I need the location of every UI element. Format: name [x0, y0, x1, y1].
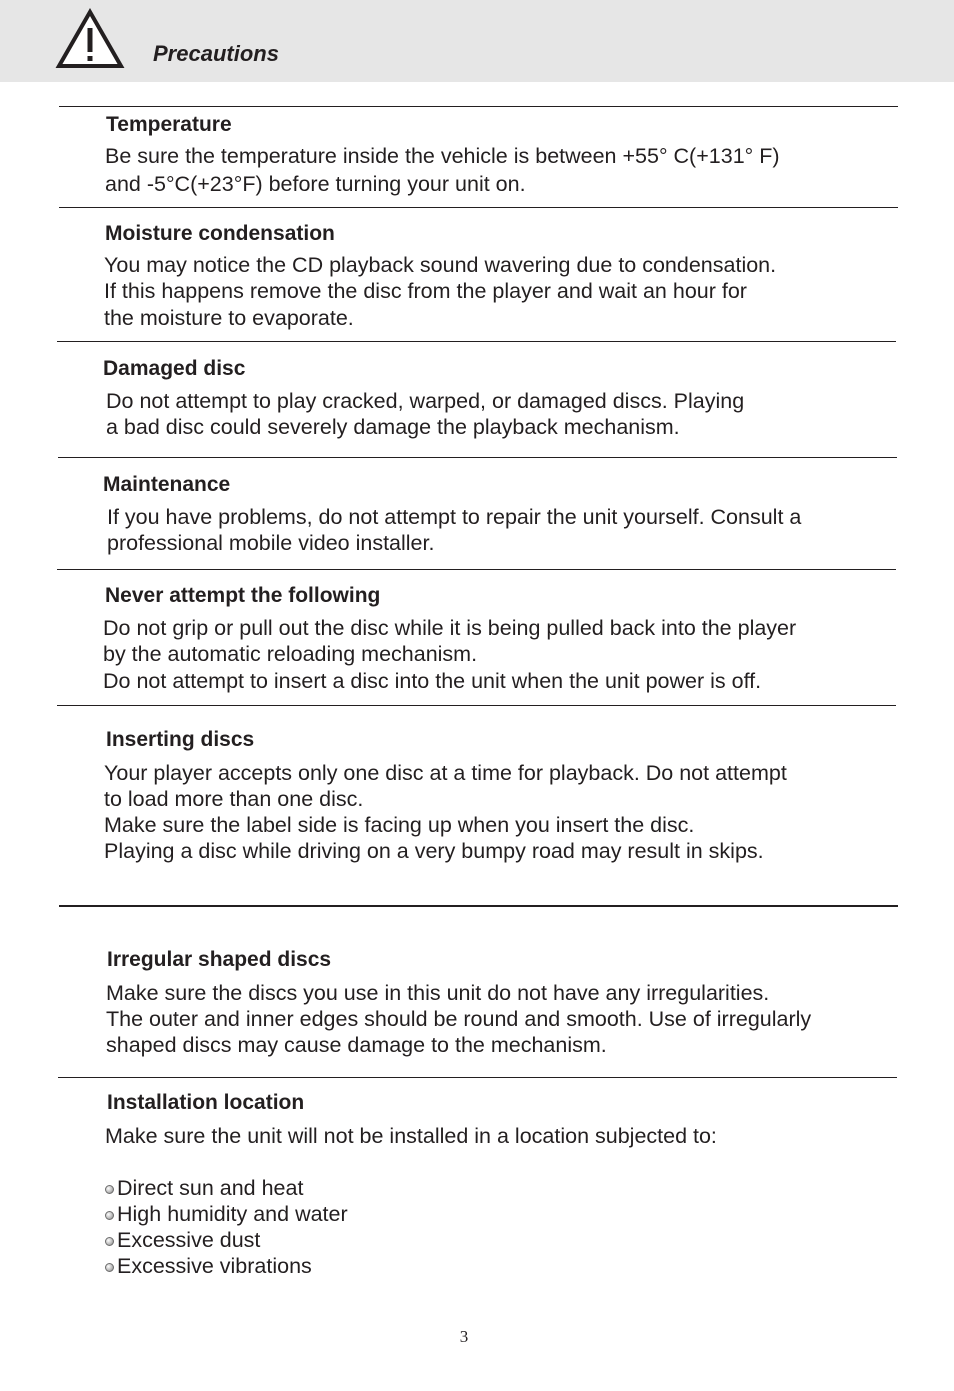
section-text: Do not grip or pull out the disc while it is being pulled back into the player [103, 616, 797, 640]
section-text: and -5°C(+23°F) before turning your unit on. [105, 172, 526, 196]
list-item: Excessive vibrations [105, 1254, 312, 1279]
section-text: to load more than one disc. [104, 787, 364, 811]
section-text: the moisture to evaporate. [104, 306, 354, 330]
section-title-moisture: Moisture condensation [105, 222, 335, 245]
page-number: 3 [459, 1327, 469, 1346]
section-divider [57, 569, 896, 570]
page-header [0, 0, 954, 82]
section-text: Do not attempt to insert a disc into the unit when the unit power is off. [103, 669, 762, 693]
bullet-icon [105, 1211, 114, 1220]
section-divider [59, 207, 898, 208]
section-title-irregular-discs: Irregular shaped discs [107, 948, 332, 971]
warning-triangle-icon [55, 8, 125, 70]
list-item: Excessive dust [105, 1228, 260, 1253]
section-divider [59, 905, 898, 907]
bullet-icon [105, 1263, 114, 1272]
section-text: Playing a disc while driving on a very bumpy road may result in skips. [104, 839, 764, 863]
bullet-icon [105, 1237, 114, 1246]
section-text: professional mobile video installer. [107, 531, 435, 555]
section-divider [59, 106, 898, 107]
section-text: shaped discs may cause damage to the mechanism. [106, 1033, 607, 1057]
section-text: Be sure the temperature inside the vehicle is between +55° C(+131° F) [105, 144, 780, 168]
section-divider [58, 1077, 897, 1078]
section-text: Make sure the label side is facing up when you insert the disc. [104, 813, 695, 837]
section-text: Your player accepts only one disc at a time for playback. Do not attempt [104, 761, 787, 785]
section-title-inserting-discs: Inserting discs [106, 728, 255, 751]
section-title-installation-location: Installation location [107, 1091, 305, 1114]
list-item: Direct sun and heat [105, 1176, 303, 1201]
list-item: High humidity and water [105, 1202, 348, 1227]
section-text: You may notice the CD playback sound wavering due to condensation. [104, 253, 777, 277]
section-text: by the automatic reloading mechanism. [103, 642, 478, 666]
section-text: If this happens remove the disc from the player and wait an hour for [104, 279, 747, 303]
section-title-damaged-disc: Damaged disc [103, 357, 246, 380]
section-divider [57, 341, 896, 342]
section-divider [57, 705, 896, 706]
bullet-icon [105, 1185, 114, 1194]
section-text: If you have problems, do not attempt to repair the unit yourself. Consult a [107, 505, 802, 529]
page-title: Precautions [153, 41, 279, 66]
section-title-never-attempt: Never attempt the following [105, 584, 381, 607]
section-text: a bad disc could severely damage the playback mechanism. [106, 415, 680, 439]
section-text: The outer and inner edges should be round and smooth. Use of irregularly [106, 1007, 812, 1031]
section-title-maintenance: Maintenance [103, 473, 231, 496]
section-divider [58, 457, 897, 458]
section-title-temperature: Temperature [106, 113, 232, 136]
section-text: Do not attempt to play cracked, warped, or damaged discs. Playing [106, 389, 745, 413]
section-text: Make sure the discs you use in this unit do not have any irregularities. [106, 981, 770, 1005]
section-text: Make sure the unit will not be installed in a location subjected to: [105, 1124, 717, 1148]
